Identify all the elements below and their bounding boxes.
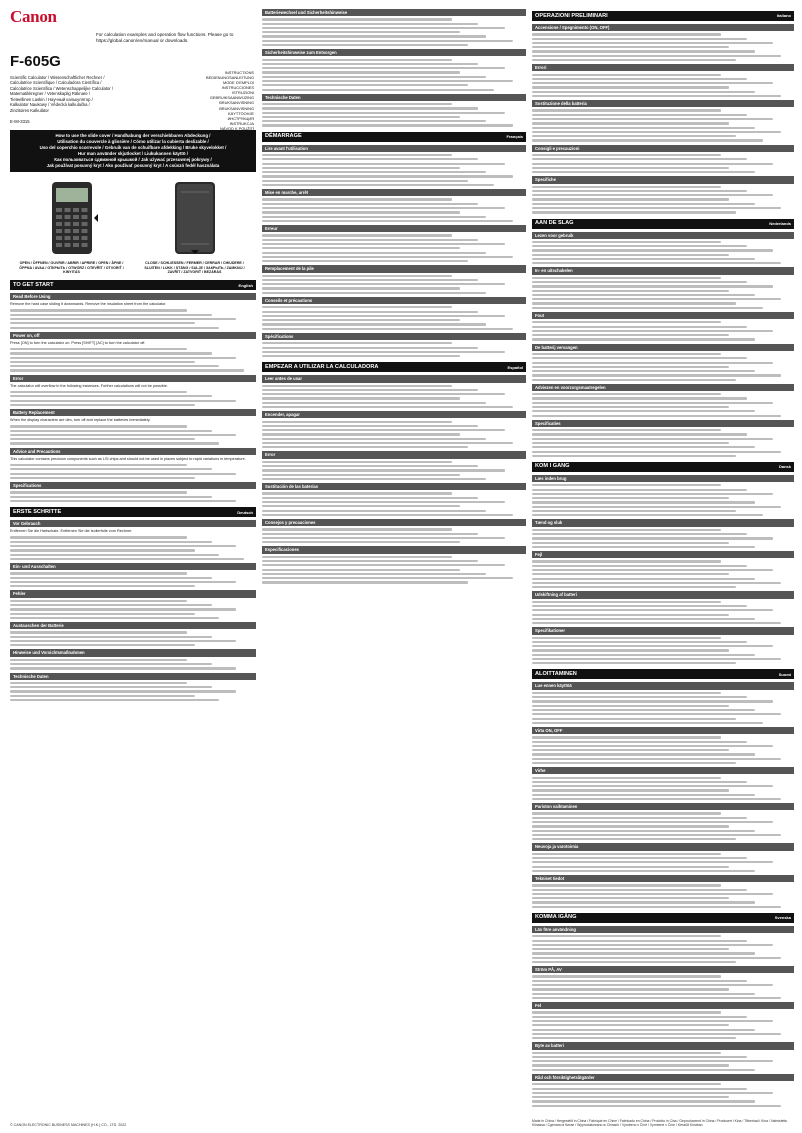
subsection-heading: Error [262,451,526,458]
subsection-heading: Technische Daten [262,94,526,101]
subsection-heading: Sostituzione della batteria [532,100,794,107]
subsection-text: Entfernen Sie die Hartschale. Entfernen Sie die Isolierfolie vom Rechner. [10,529,133,534]
middle-sections [262,9,526,584]
subsection-text: The calculator will overflow in the following instances. Further calculations will not be possible. [10,383,168,388]
body-text-lines [532,560,794,588]
section-language: Español [507,364,523,370]
subsection-heading: Specifications [10,482,256,489]
section-language: Dansk [778,464,791,470]
section-header [532,219,794,229]
banner-line: How to use the slide cover / Handhabung der verschiebbaren Abdeckung / [55,133,211,139]
section-language: Deutsch [237,509,253,515]
body-text-lines [532,154,794,173]
body-text-lines [262,461,526,480]
subsection-heading: Ström PÅ, AV [532,966,794,973]
instructions-label: BRUKSANVISNING [219,105,254,111]
subsection-heading: Mise en marche, arrêt [262,189,526,196]
subsection-heading: Consejos y precauciones [262,519,526,526]
body-text-lines [532,853,794,872]
left-sections [10,280,256,701]
subsection-heading: Erreur [262,225,526,232]
document-code: E-IM-3315 [10,119,30,125]
section-title: KOMMA IGÅNG [535,914,577,921]
body-text-lines [532,74,794,98]
body-text-lines [262,421,526,449]
subsection-heading: Udskiftning af batteri [532,591,794,598]
section-title: AAN DE SLAG [535,220,574,227]
body-text-lines [10,600,256,619]
subsection-heading: Specifiche [532,176,794,183]
subsection-heading: Fehler [10,590,256,597]
instructions-label: MODE D'EMPLOI [222,80,254,86]
subsection-heading: Hinweise und Vorsichtsmaßnahmen [10,649,256,656]
instructions-label: NÁVOD K POUŽITÍ [220,125,254,131]
subsection-heading: Sustitución de las baterías [262,483,526,490]
instructions-label: KÄYTTÖOHJE [228,110,254,116]
body-text-lines [10,631,256,646]
section-language: Suomi [778,671,791,677]
body-text-lines [10,572,256,587]
section-header [532,462,794,472]
body-text-lines [10,464,256,479]
body-text-lines [262,154,526,186]
subsection-heading: Neuvoja ja varotoimia [532,843,794,850]
body-text-lines [532,692,794,724]
subsection-text: When the display characters are dim, turn off and replace the batteries immediately. [10,418,151,423]
body-text-lines [532,736,794,764]
section-language: Nederlands [769,221,791,226]
body-text-lines [262,103,526,127]
banner-line: Jak používat posuvný kryt / Ako používať posuvný kryt / A csúszó fedél használata [46,163,220,169]
subsection-heading: Specifikationer [532,627,794,634]
subsection-heading: In- en uitschakelen [532,267,794,274]
calculator-open-icon [44,178,100,258]
subsection-heading: Consigli e precauzioni [532,145,794,152]
subsection-heading: Ein- und Ausschalten [10,563,256,570]
body-text-lines [532,884,794,908]
subsection-heading: Sicherheitshinweise zum Entsorgen [262,49,526,56]
body-text-lines [10,491,256,502]
instructions-label: GEBRUIKSAANWIJZING [209,95,254,101]
section-language: Italiano [776,13,791,19]
subsection-heading: Accensione / Spegnimento (ON, OFF) [532,24,794,31]
body-text-lines [262,492,526,516]
body-text-lines [10,309,256,328]
body-text-lines [532,601,794,625]
column-left [10,6,256,703]
instructions-label: INSTRUCCIONES [221,85,254,91]
body-text-lines [532,1052,794,1071]
subsection-heading: Fout [532,312,794,319]
body-text-lines [532,812,794,840]
subsection-heading: Encender, apagar [262,411,526,418]
instructions-label: POKYNY [237,130,254,136]
subsection-heading: Tekniset tiedot [532,875,794,882]
section-language: English [238,282,253,288]
subsection-text: Press [ON] to turn the calculator on. Press [SHIFT] [AC] to turn the calculator off. [10,340,146,345]
body-text-lines [532,353,794,381]
subsection-text: Remove the hard case sliding it downwards. Remove the insulation sheet from the calculator. [10,302,167,307]
subsection-heading: Byte av batteri [532,1042,794,1049]
body-text-lines [532,321,794,340]
subsection-heading: Errori [532,64,794,71]
subsection-heading: Vor Gebrauch [10,520,256,527]
body-text-lines [262,275,526,294]
subsection-heading: Råd och försiktighetsåtgärder [532,1074,794,1081]
section-header [10,280,256,290]
body-text-lines [532,393,794,417]
section-title: DÉMARRAGE [265,133,302,140]
section-header [532,913,794,923]
section-header [10,507,256,517]
subsection-heading: Read Before Using [10,293,256,300]
section-title: EMPEZAR A UTILIZAR LA CALCULADORA [265,363,379,370]
section-language: Français [506,134,523,140]
instructions-label: INSTRUCTIONS [224,70,254,75]
product-name-line: Kalkulator Naukowy / Vědecká kalkulačka / [10,102,90,108]
body-text-lines [10,536,256,560]
body-text-lines [532,777,794,801]
section-title: KOM I GANG [535,463,570,470]
subsection-heading: Conseils et précautions [262,297,526,304]
body-text-lines [532,33,794,61]
subsection-heading: Advice and Precautions [10,448,256,455]
subsection-heading: Fel [532,1002,794,1009]
body-text-lines [262,528,526,543]
instructions-label: ИНСТРУКЦИЯ [227,115,254,121]
subsection-heading: Spécifications [262,333,526,340]
column-right [532,6,794,1109]
section-language: Svenska [774,915,791,921]
subsection-heading: Specificaties [532,420,794,427]
instructions-label: ISTRUZIONI [231,90,254,96]
section-header [532,11,794,21]
calculator-open-figure [17,178,127,275]
body-text-lines [10,682,256,701]
subsection-heading: Fejl [532,551,794,558]
subsection-heading: Lue ennen käyttöä [532,682,794,689]
subsection-heading: Austauschen der Batterie [10,622,256,629]
section-title: ALOITTAMINEN [535,670,577,677]
body-text-lines [262,59,526,91]
subsection-heading: Pariston vaihtaminen [532,803,794,810]
online-manual-note: For calculation examples and operation flow functions. Please go to https://global.canon/en/manual or downloads. [96,32,234,43]
instructions-label: BEDIENUNGSANLEITUNG [206,75,254,81]
subsection-heading: Battery Replacement [10,409,256,416]
subsection-heading: Power on, off [10,332,256,339]
subsection-heading: Virhe [532,767,794,774]
body-text-lines [532,935,794,963]
body-text-lines [262,385,526,409]
body-text-lines [262,342,526,357]
banner-line: Utilisation du couvercle à glissière / Cómo utilizar la cubierta deslizable / [57,139,209,145]
body-text-lines [262,306,526,330]
body-text-lines [532,429,794,457]
banner-line: Как пользоваться сдвижной крышкой / Jak używać przesuwnej pokrywy / [54,157,212,163]
section-header [262,362,526,372]
banner-line: Hur man använder skjutlocket / Liukukannen käyttö / [77,151,189,157]
subsection-heading: Batteriewechsel und Sicherheitshinweise [262,9,526,16]
body-text-lines [532,109,794,141]
body-text-lines [532,1083,794,1107]
brand-logo: Canon [10,7,57,26]
product-name-line: Tieteellinen Laskin / Научный калькулятор / [10,96,93,102]
body-text-lines [262,18,526,46]
body-text-lines [532,529,794,548]
body-text-lines [532,975,794,999]
subsection-heading: Virta ON, OFF [532,727,794,734]
body-text-lines [532,241,794,265]
product-name-line: Calcolatrice Scientifica / Wetenschappelijke Calculator / [10,85,114,91]
made-in-footer: Made in China / Hergestellt in China / Fabriqué en Chine / Fabricado en China / Prodotto in Cina / Geproduceerd in China / Produsert i Kina / Tillverkad i Kina / Valmistettu Kiinassa / Сделано в Китае / Wyprodukowano w Chinach / Vyrobeno v Číně / Vyrobené v Číne / Készült Kínában [532,1118,788,1127]
subsection-heading: Technische Daten [10,673,256,680]
instructions-label: INSTRUKCJA [229,120,254,126]
body-text-lines [532,186,794,214]
body-text-lines [532,637,794,665]
product-name-line: Calculatrice Scientifique / Calculadora Científica / [10,80,102,86]
body-text-lines [262,556,526,584]
slide-cover-illustrations [10,178,256,275]
section-header [262,132,526,142]
right-sections-a [532,11,794,664]
body-text-lines [10,391,256,406]
instructions-languages [188,70,254,141]
subsection-heading: Läs före användning [532,926,794,933]
body-text-lines [532,484,794,516]
section-title: OPERAZIONI PRELIMINARI [535,12,608,19]
calculator-close-figure [140,178,250,275]
instructions-label: BRUKSANVISNING [219,100,254,106]
product-name-line: Matematikkregner / Vetenskaplig Räknare / [10,91,91,97]
subsection-text: This calculator contains precision components such as LSI chips and should not be used in places subject to rapid variations in temperature. [10,456,246,461]
calculator-closed-icon [167,178,223,258]
product-name-line: Scientific Calculator / Wissenschaftlicher Rechner / [10,75,105,80]
body-text-lines [262,234,526,262]
body-text-lines [532,277,794,309]
subsection-heading: Tænd og sluk [532,519,794,526]
subsection-heading: Error [10,375,256,382]
section-title: TO GET START [13,281,54,288]
close-caption: CLOSE / SCHLIESSEN / FERMER / CERRAR / CHIUDERE / SLUITEN / LUKK / STÄNG / SULJE / ЗАКРЫТЬ / ZAMKNIJ / ZAVŘÍT / ZATVORIŤ / BEZÁRÁS [144,261,245,275]
subsection-heading: Lezen voor gebruik [532,232,794,239]
model-number: F-605G [10,53,61,71]
instructions-label: UTASÍTÁS [235,136,254,142]
body-text-lines [262,198,526,222]
subsection-heading: Læs inden brug [532,475,794,482]
subsection-heading: Lire avant l'utilisation [262,145,526,152]
subsection-heading: Leer antes de usar [262,375,526,382]
product-name-line: Zinzitoires Kalkulátor [10,107,49,113]
section-header [532,669,794,679]
body-text-lines [532,1011,794,1039]
banner-line: Uso del coperchio scorrevole / Gebruik van de schuifbare afdekking / Bruke skyvelokket / [39,145,227,151]
body-text-lines [10,659,256,670]
section-title: ERSTE SCHRITTE [13,508,62,515]
body-text-lines [10,425,256,444]
body-text-lines [10,348,256,372]
subsection-heading: Remplacement de la pile [262,265,526,272]
open-caption: OPEN / ÖFFNEN / OUVRIR / ABRIR / APRIRE / OPEN / ÅPNE / ÖPPNA / AVAA / ОТКРЫТЬ / OTWÓRZ / OTEVŘÍT / OTVORIŤ / KINYITÁS [19,261,124,275]
right-sections-b [532,669,794,1106]
column-middle [262,6,526,586]
subsection-heading: Especificaciones [262,546,526,553]
subsection-heading: Adviezen en voorzorgsmaatregelen [532,384,794,391]
subsection-heading: De batterij vervangen [532,344,794,351]
copyright-footer: © CANON ELECTRONIC BUSINESS MACHINES (H.K.) CO., LTD. 2022 [10,1122,127,1127]
